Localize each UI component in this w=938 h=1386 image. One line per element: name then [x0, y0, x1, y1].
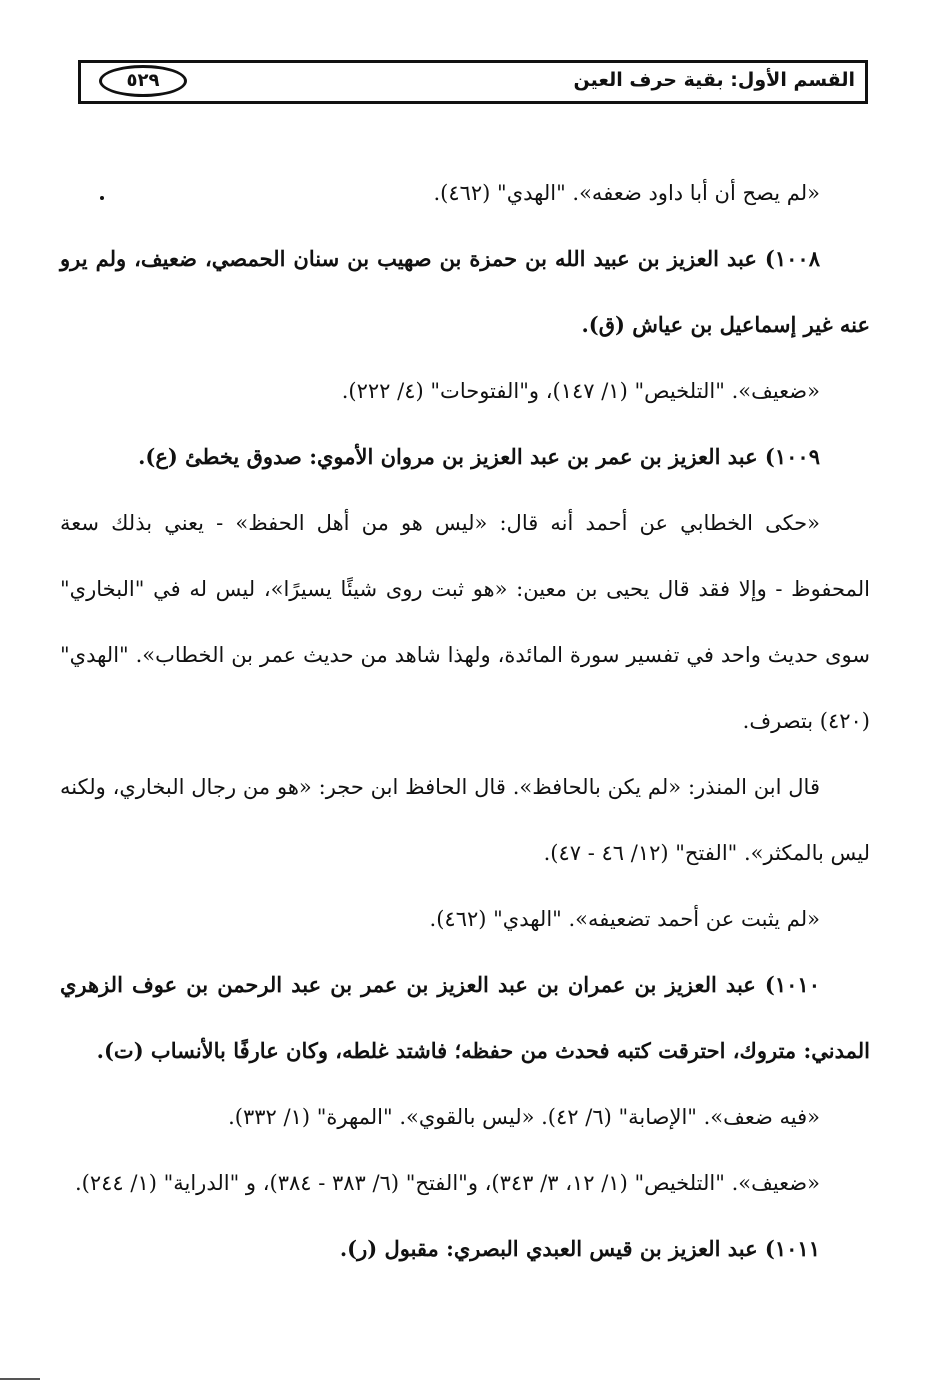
paragraph: «لم يصح أن أبا داود ضعفه». "الهدي" (٤٦٢). [433, 181, 820, 205]
entry-heading: ١٠٠٩) عبد العزيز بن عمر بن عبد العزيز بن مروان الأموي: صدوق يخطئ (ع). [138, 444, 820, 469]
paragraph: «ضعيف». "التلخيص" (١/ ١٤٧)، و"الفتوحات" (٤/ ٢٢٢). [341, 379, 820, 403]
paragraph: «ضعيف». "التلخيص" (١/ ١٢، ٣/ ٣٤٣)، و"الفتح" (٦/ ٣٨٣ - ٣٨٤)، و "الدراية" (١/ ٢٤٤). [74, 1171, 820, 1195]
running-header [78, 60, 868, 104]
body-text [60, 160, 870, 1282]
scan-edge-mark [0, 1378, 40, 1380]
entry-heading: ١٠٠٨) عبد العزيز بن عبيد الله بن حمزة بن صهيب بن سنان الحمصي، ضعيف، ولم يرو عنه غير إسماعيل بن عياش (ق). [60, 246, 870, 337]
entry-heading: ١٠١١) عبد العزيز بن قيس العبدي البصري: مقبول (ر). [339, 1236, 820, 1261]
paragraph: «لم يثبت عن أحمد تضعيفه». "الهدي" (٤٦٢). [429, 907, 820, 931]
page-number: ٥٢٩ [99, 65, 187, 97]
paragraph: «حكى الخطابي عن أحمد أنه قال: «ليس هو من أهل الحفظ» - يعني بذلك سعة المحفوظ - وإلا فقد قال يحيى بن معين: «هو ثبت روى شيئًا يسيرًا»، ليس له في "البخاري" سوى حديث واحد في تفسير سورة المائدة، ولهذا شاهد من حديث عمر بن الخطاب». "الهدي" (٤٢٠) بتصرف. [60, 511, 870, 733]
paragraph: قال ابن المنذر: «لم يكن بالحافظ». قال الحافظ ابن حجر: «هو من رجال البخاري، ولكنه ليس بالمكثر». "الفتح" (١٢/ ٤٦ - ٤٧). [60, 775, 870, 865]
header-title: القسم الأول: بقية حرف العين [573, 69, 855, 91]
paragraph: «فيه ضعف». "الإصابة" (٦/ ٤٢). «ليس بالقوي». "المهرة" (١/ ٣٣٢). [228, 1105, 820, 1129]
entry-heading: ١٠١٠) عبد العزيز بن عمران بن عبد العزيز بن عمر بن عبد الرحمن بن عوف الزهري المدني: متروك، احترقت كتبه فحدث من حفظه؛ فاشتد غلطه، وكان عارفًا بالأنساب (ت). [60, 972, 870, 1063]
